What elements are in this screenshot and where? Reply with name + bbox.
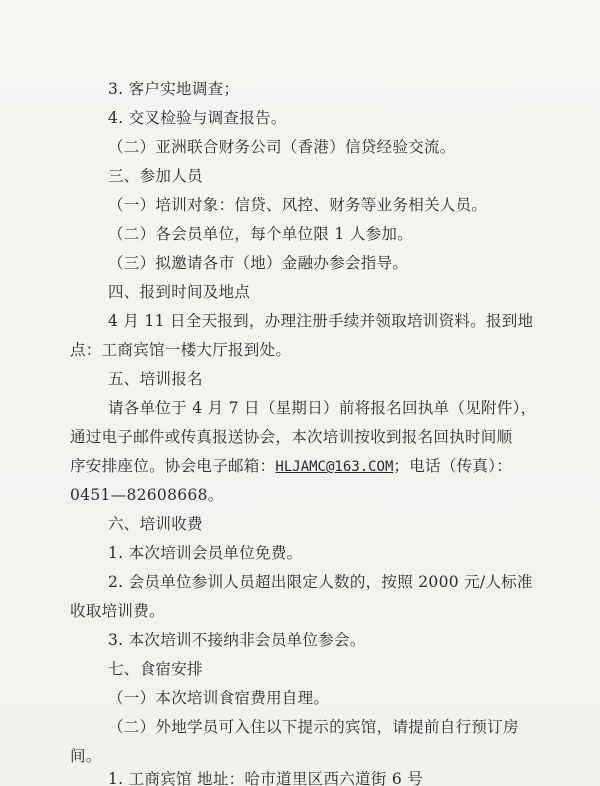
- text-line: （一）培训对象：信贷、风控、财务等业务相关人员。: [108, 196, 488, 214]
- section-heading: 六、培训收费: [108, 515, 203, 533]
- text-line: 1. 工商宾馆 地址：哈市道里区西六道街 6 号: [108, 770, 424, 786]
- section-heading: 七、食宿安排: [108, 660, 203, 678]
- phone-number: 0451—82608668。: [70, 486, 224, 504]
- text-line: [70, 455, 512, 478]
- text-line: 间。: [70, 747, 102, 765]
- section-heading: 五、培训报名: [108, 370, 203, 388]
- section-heading: 四、报到时间及地点: [108, 283, 251, 301]
- text-line: （一）本次培训食宿费用自理。: [108, 689, 330, 707]
- text-line: （二）各会员单位，每个单位限 1 人参加。: [108, 225, 414, 243]
- text-line: 4. 交叉检验与调查报告。: [108, 109, 287, 127]
- text-segment: 序安排座位。协会电子邮箱：: [70, 457, 276, 475]
- text-line: 3. 客户实地调查；: [108, 80, 240, 98]
- text-line: 4 月 11 日全天报到，办理注册手续并领取培训资料。报到地: [108, 312, 534, 330]
- text-line: （二）亚洲联合财务公司（香港）信贷经验交流。: [108, 138, 456, 156]
- text-line: 1. 本次培训会员单位免费。: [108, 544, 303, 562]
- phone-label: ；电话（传真）：: [393, 457, 513, 475]
- text-line: （三）拟邀请各市（地）金融办参会指导。: [108, 254, 409, 272]
- text-line: 请各单位于 4 月 7 日（星期日）前将报名回执单（见附件），: [108, 399, 537, 417]
- text-line: 2. 会员单位参训人员超出限定人数的，按照 2000 元/人标准: [108, 573, 533, 591]
- text-line: 3. 本次培训不接纳非会员单位参会。: [108, 631, 366, 649]
- text-line: 通过电子邮件或传真报送协会，本次培训按收到报名回执时间顺: [70, 428, 513, 446]
- email-link[interactable]: HLJAMC@163.COM: [275, 459, 394, 475]
- text-line: （二）外地学员可入住以下提示的宾馆，请提前自行预订房: [108, 718, 519, 736]
- text-line: 收取培训费。: [70, 602, 165, 620]
- text-line: 点：工商宾馆一楼大厅报到处。: [70, 341, 292, 359]
- section-heading: 三、参加人员: [108, 167, 203, 185]
